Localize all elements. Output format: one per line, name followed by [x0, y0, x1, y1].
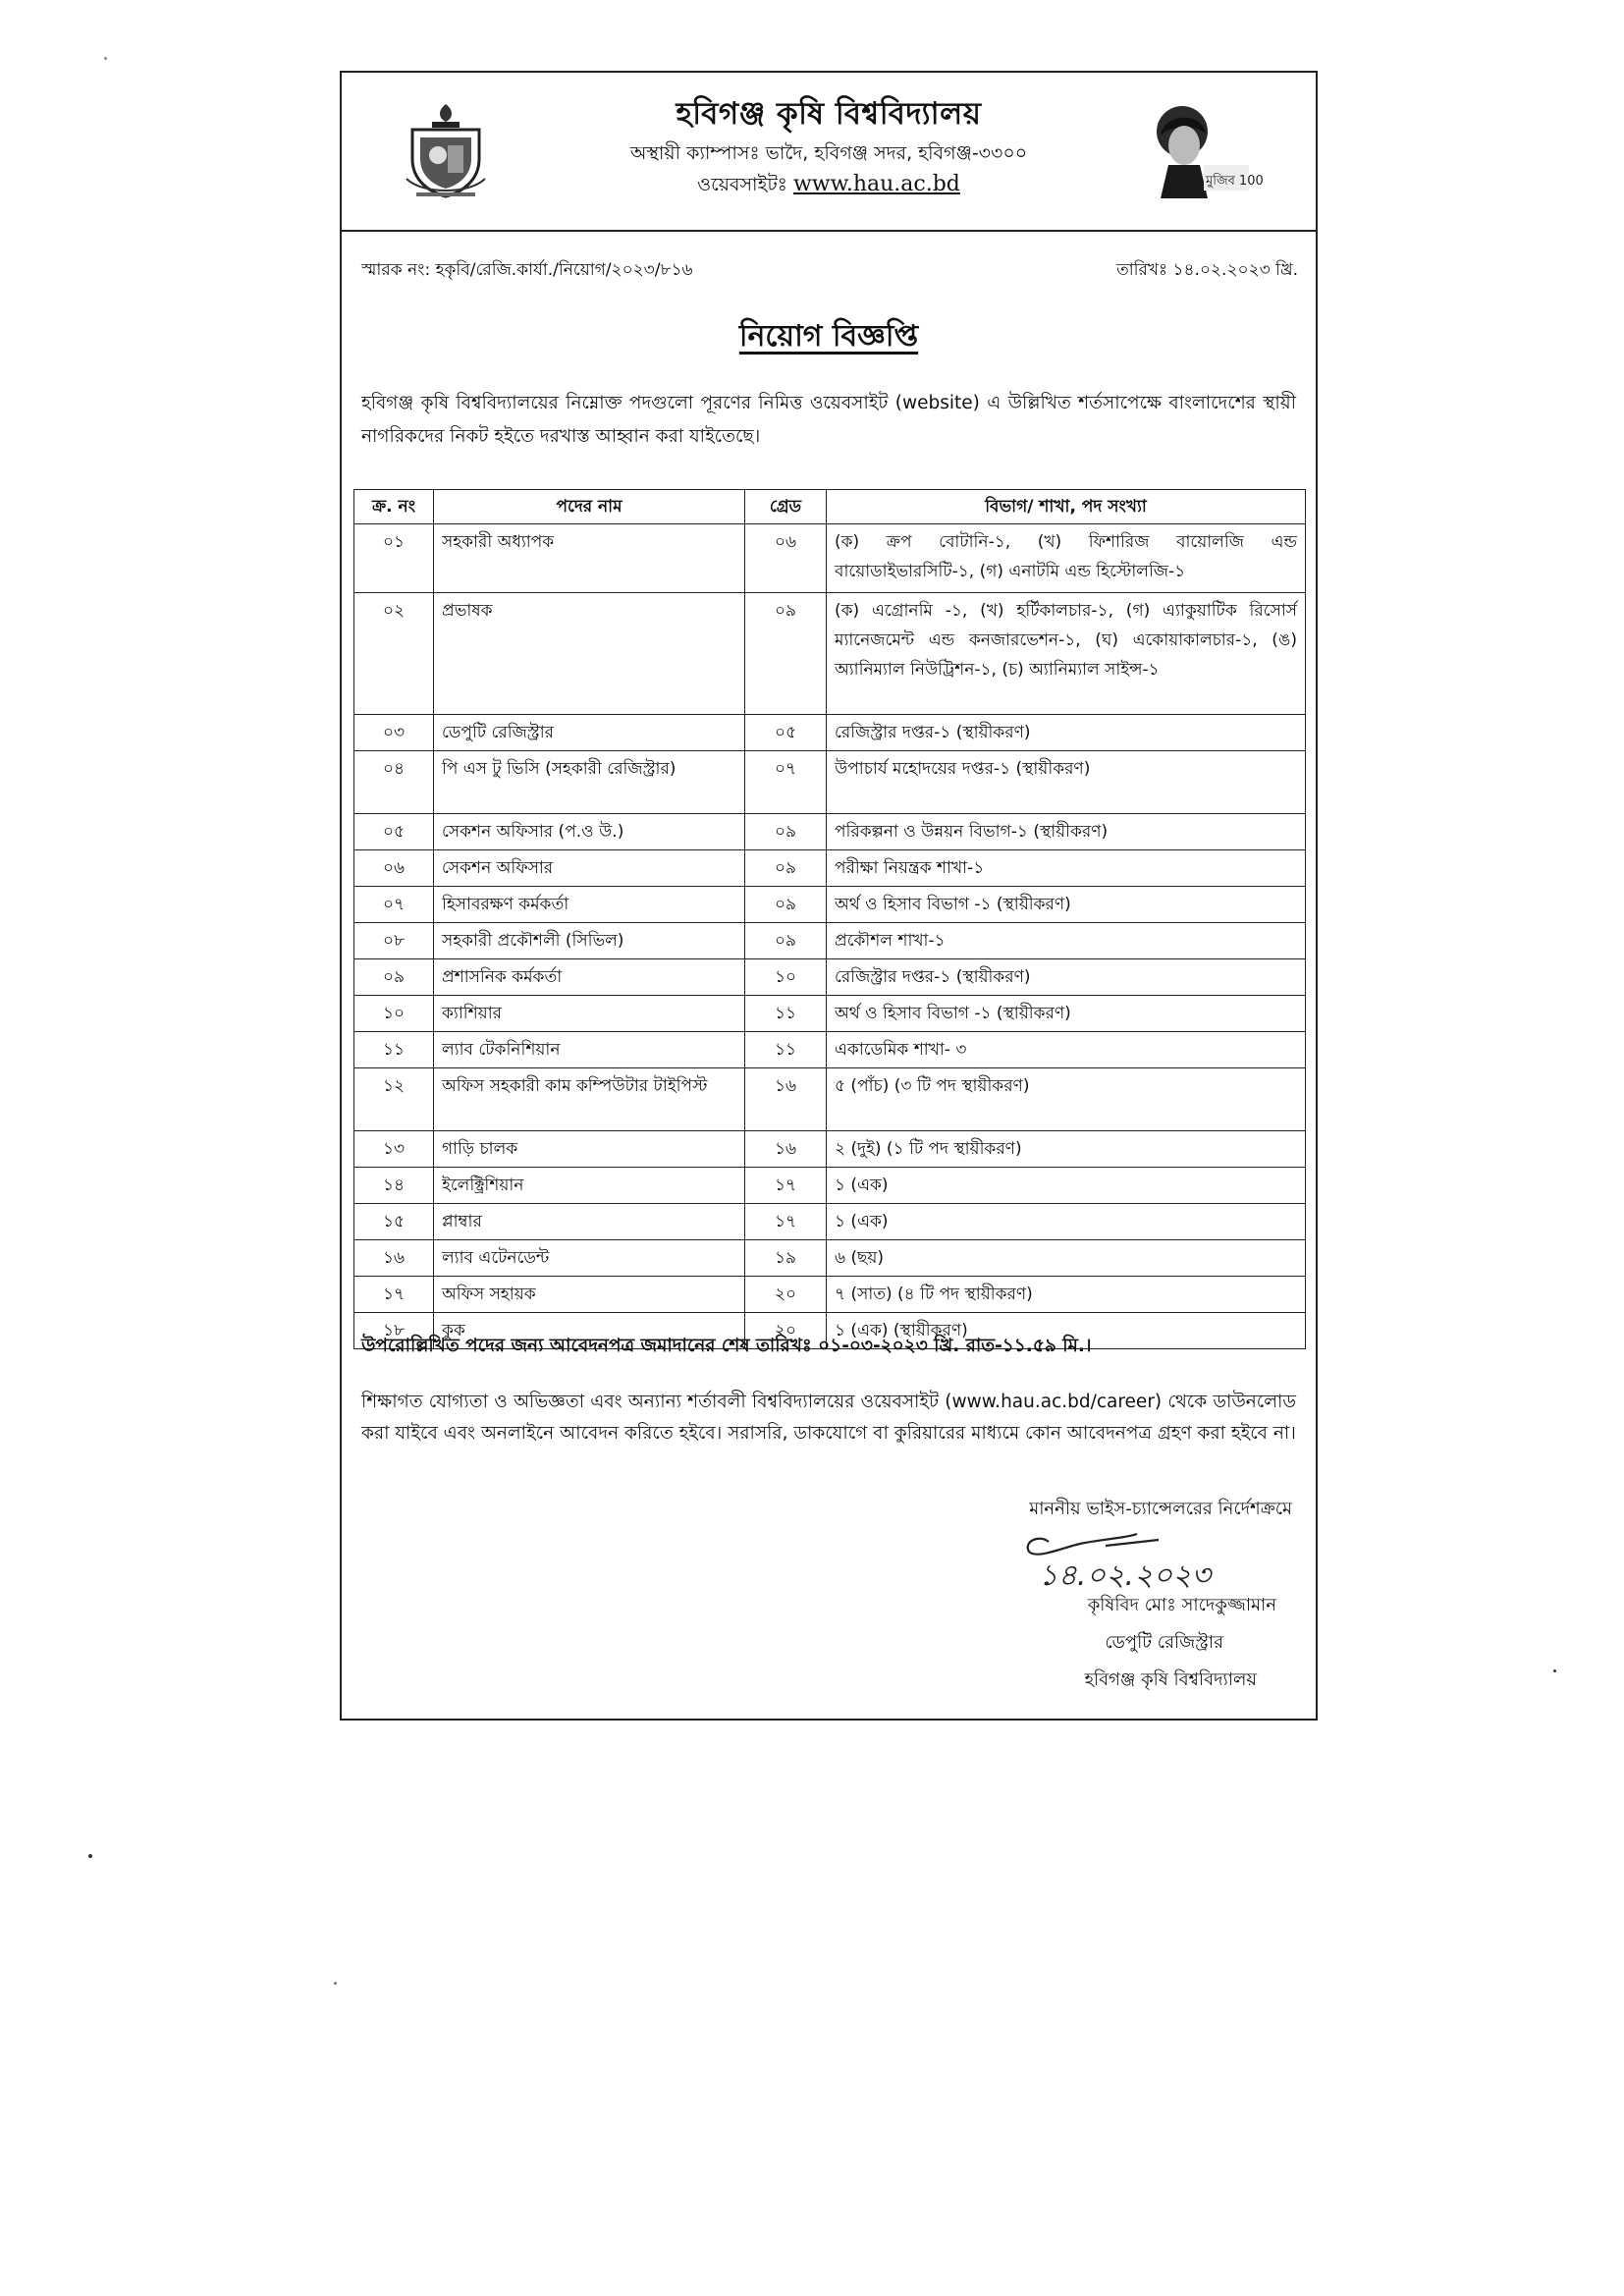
post-name: হিসাবরক্ষণ কর্মকর্তা	[434, 887, 745, 923]
post-serial: ০৮	[354, 923, 434, 959]
table-row	[354, 1240, 1306, 1277]
post-serial: ০৩	[354, 715, 434, 751]
post-grade: ২০	[745, 1277, 827, 1313]
table-body	[354, 524, 1306, 1349]
post-grade: ১৬	[745, 1068, 827, 1131]
post-department: রেজিস্ট্রার দপ্তর-১ (স্থায়ীকরণ)	[827, 959, 1306, 996]
application-deadline: উপরোল্লিখিত পদের জন্য আবেদনপত্র জমাদানের শেষ তারিখঃ ০১-০৩-২০২৩ খ্রি. রাত-১১.৫৯ মি.।	[361, 1336, 1092, 1356]
table-row	[354, 1068, 1306, 1131]
post-department: ৭ (সাত) (৪ টি পদ স্থায়ীকরণ)	[827, 1277, 1306, 1313]
university-name: হবিগঞ্জ কৃষি বিশ্ববিদ্যালয়	[676, 96, 982, 132]
scan-speck	[334, 1982, 337, 1985]
post-serial: ০১	[354, 524, 434, 593]
post-name: ডেপুটি রেজিস্ট্রার	[434, 715, 745, 751]
signatory-name: কৃষিবিদ মোঃ সাদেকুজ্জামান	[1087, 1595, 1276, 1615]
table-row	[354, 887, 1306, 923]
memo-number: স্মারক নং: হকৃবি/রেজি.কার্যা./নিয়োগ/২০২৩/৮১৬	[361, 260, 693, 280]
header-post-name: পদের নাম	[434, 490, 745, 524]
table-row	[354, 959, 1306, 996]
post-serial: ১৪	[354, 1168, 434, 1204]
post-department: একাডেমিক শাখা- ৩	[827, 1032, 1306, 1068]
post-grade: ১১	[745, 1032, 827, 1068]
post-grade: ০৯	[745, 923, 827, 959]
post-department: উপাচার্য মহোদয়ের দপ্তর-১ (স্থায়ীকরণ)	[827, 751, 1306, 814]
post-serial: ০২	[354, 593, 434, 715]
post-name: প্রভাষক	[434, 593, 745, 715]
signatory-designation: ডেপুটি রেজিস্ট্রার	[1105, 1632, 1223, 1653]
table-row	[354, 1168, 1306, 1204]
letterhead	[342, 73, 1316, 232]
post-serial: ১৩	[354, 1131, 434, 1168]
table-row	[354, 715, 1306, 751]
post-serial: ০৯	[354, 959, 434, 996]
post-grade: ১১	[745, 996, 827, 1032]
post-name: গাড়ি চালক	[434, 1131, 745, 1168]
post-serial: ১৮	[354, 1313, 434, 1349]
post-serial: ১৬	[354, 1240, 434, 1277]
university-address: অস্থায়ী ক্যাম্পাসঃ ভাদৈ, হবিগঞ্জ সদর, হবিগঞ্জ-৩৩০০	[629, 142, 1028, 164]
post-serial: ০৫	[354, 814, 434, 850]
post-department: পরীক্ষা নিয়ন্ত্রক শাখা-১	[827, 850, 1306, 887]
post-name: সহকারী অধ্যাপক	[434, 524, 745, 593]
handwritten-date: ১৪.০২.২০২৩	[1039, 1558, 1212, 1593]
post-department: (ক) এগ্রোনমি -১, (খ) হর্টিকালচার-১, (গ) এ্যাকুয়াটিক রিসোর্স ম্যানেজমেন্ট এন্ড কনজারভেশন-১, (ঘ) একোয়াকালচার-১, (ঙ) অ্যানিম্যাল নিউট্রিশন-১, (চ) অ্যানিম্যাল সাইন্স-১	[827, 593, 1306, 715]
post-grade: ০৯	[745, 814, 827, 850]
post-serial: ০৭	[354, 887, 434, 923]
website-link[interactable]: www.hau.ac.bd	[792, 172, 960, 196]
post-grade: ১৭	[745, 1168, 827, 1204]
post-serial: ১৫	[354, 1204, 434, 1240]
post-grade: ০৭	[745, 751, 827, 814]
table-row	[354, 1131, 1306, 1168]
table-row	[354, 1204, 1306, 1240]
website-label: ওয়েবসাইটঃ	[697, 174, 793, 195]
post-grade: ০৯	[745, 887, 827, 923]
memo-date: তারিখঃ ১৪.০২.২০২৩ খ্রি.	[1115, 260, 1298, 280]
posts-table	[353, 489, 1306, 1349]
post-serial: ১২	[354, 1068, 434, 1131]
post-name: প্লাম্বার	[434, 1204, 745, 1240]
post-department: ১ (এক)	[827, 1168, 1306, 1204]
signatory-organization: হবিগঞ্জ কৃষি বিশ্ববিদ্যালয়	[1084, 1669, 1257, 1690]
post-department: অর্থ ও হিসাব বিভাগ -১ (স্থায়ীকরণ)	[827, 887, 1306, 923]
notice-document	[340, 71, 1318, 1721]
notice-title	[342, 312, 1316, 362]
post-department: অর্থ ও হিসাব বিভাগ -১ (স্থায়ীকরণ)	[827, 996, 1306, 1032]
table-row	[354, 593, 1306, 715]
post-serial: ০৬	[354, 850, 434, 887]
signature-order: মাননীয় ভাইস-চ্যান্সেলরের নির্দেশক্রমে	[1029, 1499, 1292, 1519]
post-grade: ১০	[745, 959, 827, 996]
mujib-100-logo	[1139, 96, 1276, 204]
table-row	[354, 751, 1306, 814]
scan-speck	[1553, 1669, 1556, 1672]
header-department: বিভাগ/ শাখা, পদ সংখ্যা	[827, 490, 1306, 524]
header-grade: গ্রেড	[745, 490, 827, 524]
post-name: কুক	[434, 1313, 745, 1349]
post-name: অফিস সহায়ক	[434, 1277, 745, 1313]
table-row	[354, 1032, 1306, 1068]
post-department: (ক) ক্রপ বোটানি-১, (খ) ফিশারিজ বায়োলজি এন্ড বায়োডাইভারসিটি-১, (গ) এনাটমি এন্ড হিস্টোলজি-১	[827, 524, 1306, 593]
post-name: ইলেক্ট্রিশিয়ান	[434, 1168, 745, 1204]
post-serial: ১০	[354, 996, 434, 1032]
notice-title-text: নিয়োগ বিজ্ঞপ্তি	[738, 319, 919, 354]
post-grade: ১৬	[745, 1131, 827, 1168]
post-grade: ০৫	[745, 715, 827, 751]
application-instructions: শিক্ষাগত যোগ্যতা ও অভিজ্ঞতা এবং অন্যান্য শর্তাবলী বিশ্ববিদ্যালয়ের ওয়েবসাইট (www.hau.ac.bd/career) থেকে ডাউনলোড করা যাইবে এবং অনলাইনে আবেদন করিতে হইবে। সরাসরি, ডাকযোগে বা কুরিয়ারের মাধ্যমে কোন আবেদনপত্র গ্রহণ করা হইবে না।	[361, 1392, 1296, 1444]
scan-speck	[104, 57, 107, 60]
post-department: ১ (এক) (স্থায়ীকরণ)	[827, 1313, 1306, 1349]
table-row	[354, 524, 1306, 593]
post-grade: ১৭	[745, 1204, 827, 1240]
post-name: পি এস টু ভিসি (সহকারী রেজিস্ট্রার)	[434, 751, 745, 814]
post-department: পরিকল্পনা ও উন্নয়ন বিভাগ-১ (স্থায়ীকরণ)	[827, 814, 1306, 850]
post-grade: ০৯	[745, 850, 827, 887]
post-name: ল্যাব টেকনিশিয়ান	[434, 1032, 745, 1068]
table-row	[354, 814, 1306, 850]
post-department: ৫ (পাঁচ) (৩ টি পদ স্থায়ীকরণ)	[827, 1068, 1306, 1131]
post-grade: ১৯	[745, 1240, 827, 1277]
header-serial: ক্র. নং	[354, 490, 434, 524]
post-serial: ১১	[354, 1032, 434, 1068]
table-row	[354, 850, 1306, 887]
post-department: ২ (দুই) (১ টি পদ স্থায়ীকরণ)	[827, 1131, 1306, 1168]
table-header-row	[354, 490, 1306, 524]
post-department: ১ (এক)	[827, 1204, 1306, 1240]
intro-paragraph: হবিগঞ্জ কৃষি বিশ্ববিদ্যালয়ের নিম্নোক্ত পদগুলো পূরণের নিমিত্ত ওয়েবসাইট (website) এ উল্লিখিত শর্তসাপেক্ষে বাংলাদেশের স্থায়ী নাগরিকদের নিকট হইতে দরখাস্ত আহ্বান করা যাইতেছে।	[361, 393, 1296, 447]
mujib-logo-text: মুজিব 100	[1206, 174, 1264, 189]
post-grade: ০৬	[745, 524, 827, 593]
post-name: সেকশন অফিসার	[434, 850, 745, 887]
post-department: প্রকৌশল শাখা-১	[827, 923, 1306, 959]
post-name: অফিস সহকারী কাম কম্পিউটার টাইপিস্ট	[434, 1068, 745, 1131]
scan-speck	[88, 1854, 92, 1858]
post-serial: ০৪	[354, 751, 434, 814]
table-row	[354, 1277, 1306, 1313]
table-row	[354, 996, 1306, 1032]
post-grade: ২০	[745, 1313, 827, 1349]
post-name: সহকারী প্রকৌশলী (সিভিল)	[434, 923, 745, 959]
table-row	[354, 923, 1306, 959]
post-department: রেজিস্ট্রার দপ্তর-১ (স্থায়ীকরণ)	[827, 715, 1306, 751]
post-department: ৬ (ছয়)	[827, 1240, 1306, 1277]
post-serial: ১৭	[354, 1277, 434, 1313]
post-name: সেকশন অফিসার (প.ও উ.)	[434, 814, 745, 850]
post-name: প্রশাসনিক কর্মকর্তা	[434, 959, 745, 996]
post-grade: ০৯	[745, 593, 827, 715]
post-name: ক্যাশিয়ার	[434, 996, 745, 1032]
post-name: ল্যাব এটেনডেন্ট	[434, 1240, 745, 1277]
